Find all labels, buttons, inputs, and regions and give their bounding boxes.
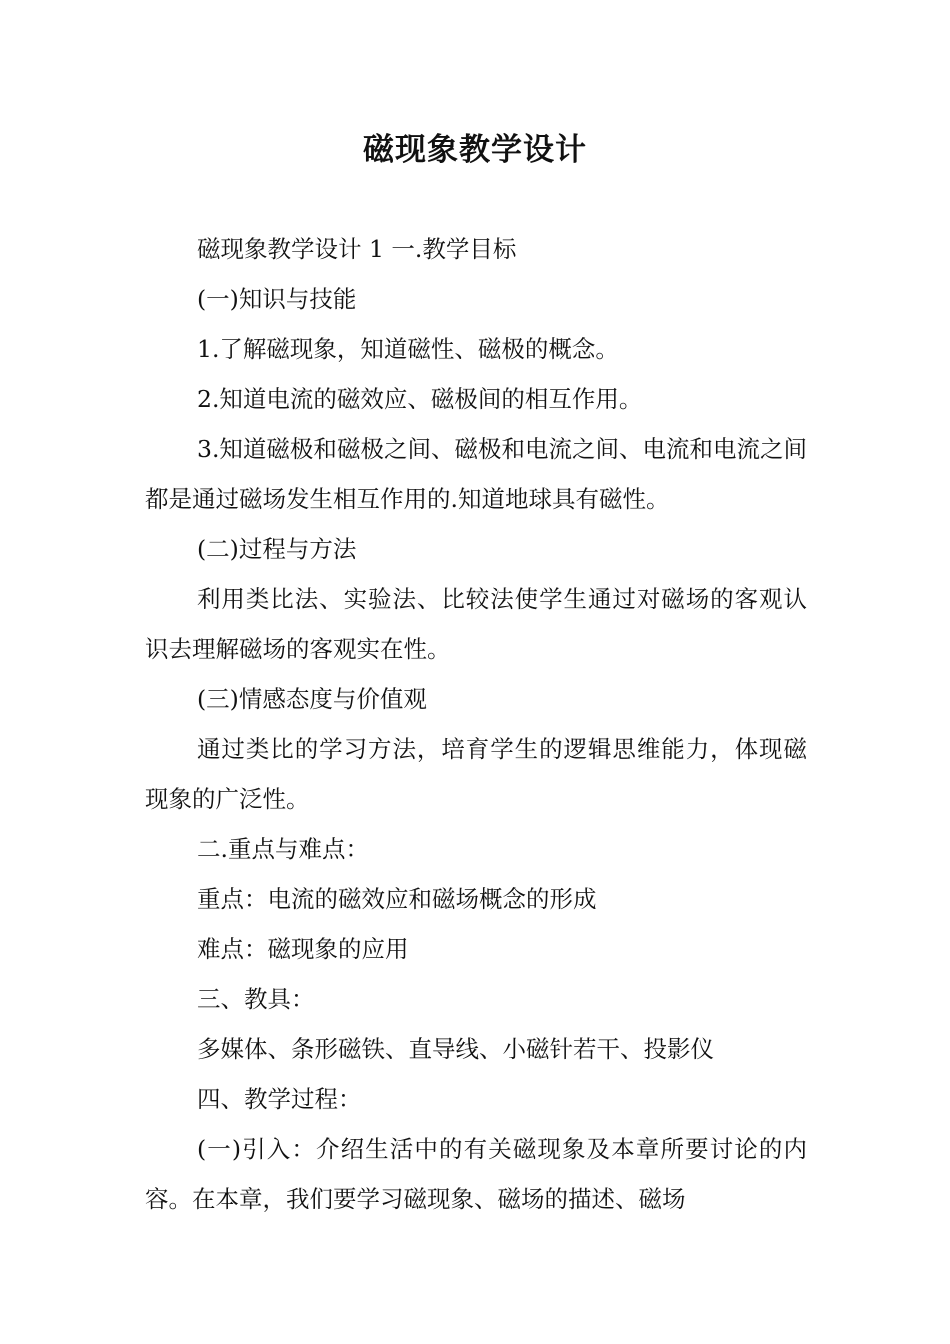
paragraph: (三)情感态度与价值观 xyxy=(197,685,427,713)
paragraph: (一)引入：介绍生活中的有关磁现象及本章所要讨论的内容。在本章，我们要学习磁现象、磁场的描述、磁场 xyxy=(145,1135,807,1213)
paragraph: 2.知道电流的磁效应、磁极间的相互作用。 xyxy=(197,385,643,413)
paragraph: 四、教学过程： xyxy=(197,1085,362,1113)
paragraph: 多媒体、条形磁铁、直导线、小磁针若干、投影仪 xyxy=(197,1035,714,1063)
paragraph: 通过类比的学习方法，培育学生的逻辑思维能力，体现磁现象的广泛性。 xyxy=(145,735,807,813)
paragraph: 难点：磁现象的应用 xyxy=(197,935,409,963)
document-title: 磁现象教学设计 xyxy=(363,132,587,168)
paragraph: (一)知识与技能 xyxy=(197,285,357,313)
paragraph: 3.知道磁极和磁极之间、磁极和电流之间、电流和电流之间都是通过磁场发生相互作用的.知道地球具有磁性。 xyxy=(145,435,807,513)
document-body xyxy=(145,224,807,1224)
paragraph: 二.重点与难点： xyxy=(197,835,369,863)
paragraph: 利用类比法、实验法、比较法使学生通过对磁场的客观认识去理解磁场的客观实在性。 xyxy=(145,585,807,663)
paragraph: 1.了解磁现象，知道磁性、磁极的概念。 xyxy=(197,335,619,363)
paragraph: 三、教具： xyxy=(197,985,315,1013)
paragraph: 磁现象教学设计 1 一.教学目标 xyxy=(197,235,517,263)
paragraph: (二)过程与方法 xyxy=(197,535,357,563)
paragraph: 重点：电流的磁效应和磁场概念的形成 xyxy=(197,885,597,913)
